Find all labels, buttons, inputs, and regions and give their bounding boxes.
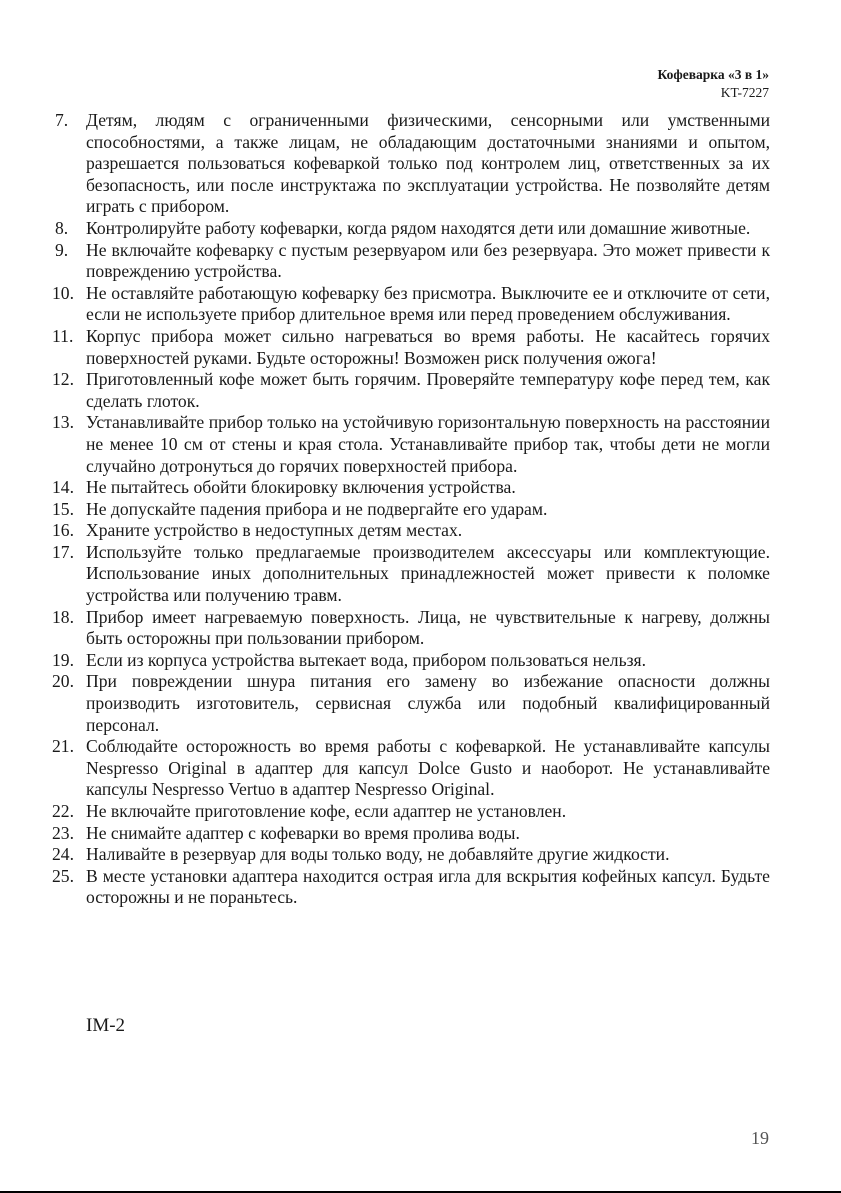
item-number: 25. <box>52 865 74 886</box>
item-text: Используйте только предлагаемые производителем аксессуары или комплектующие. Использование иных дополнительных принадлежностей может привести к поломке устройства или получению травм. <box>86 541 770 606</box>
item-text: Если из корпуса устройства вытекает вода, прибором пользоваться нельзя. <box>86 649 647 670</box>
model-number: KT-7227 <box>720 85 769 100</box>
item-number: 16. <box>52 520 74 541</box>
page-header <box>658 66 770 102</box>
list-item <box>52 110 770 218</box>
item-number: 11. <box>52 325 74 346</box>
item-number: 20. <box>52 671 74 692</box>
product-title: Кофеварка «3 в 1» <box>657 67 769 82</box>
list-item <box>52 823 770 845</box>
item-number: 8. <box>55 217 69 238</box>
list-item <box>52 866 770 909</box>
manual-section-code: IM-2 <box>86 1015 126 1036</box>
list-item <box>52 499 770 521</box>
item-text: Не снимайте адаптер с кофеварки во время пролива воды. <box>86 822 520 843</box>
item-number: 7. <box>55 110 69 130</box>
item-number: 23. <box>52 822 74 843</box>
item-text: Детям, людям с ограниченными физическими, сенсорными или умственными способностями, а также лицам, не обладающим достаточными знаниями и опытом, разрешается пользоваться кофеваркой только под контролем лиц, ответственных за их безопасность, или после инструктажа по эксплуатации устройства. Не позволяйте детям играть с прибором. <box>86 110 770 217</box>
list-item <box>52 607 770 650</box>
item-text: Не оставляйте работающую кофеварку без присмотра. Выключите ее и отключите от сети, если не используете прибор длительное время или перед проведением обслуживания. <box>86 282 770 325</box>
item-number: 18. <box>52 606 74 627</box>
list-item <box>52 283 770 326</box>
safety-instructions-list <box>52 110 770 909</box>
item-text: Корпус прибора может сильно нагреваться во время работы. Не касайтесь горячих поверхностей руками. Будьте осторожны! Возможен риск получения ожога! <box>86 325 770 368</box>
list-item <box>52 412 770 477</box>
list-item <box>52 218 770 240</box>
item-text: Прибор имеет нагреваемую поверхность. Лица, не чувствительные к нагреву, должны быть осторожны при пользовании прибором. <box>86 606 770 649</box>
list-item <box>52 520 770 542</box>
list-item <box>52 844 770 866</box>
item-number: 24. <box>52 844 74 865</box>
item-text: В месте установки адаптера находится острая игла для вскрытия кофейных капсул. Будьте осторожны и не пораньтесь. <box>86 865 770 908</box>
list-item <box>52 671 770 736</box>
item-number: 15. <box>52 498 74 519</box>
list-item <box>52 240 770 283</box>
item-number: 17. <box>52 541 74 562</box>
item-text: Контролируйте работу кофеварки, когда рядом находятся дети или домашние животные. <box>86 217 751 238</box>
list-item <box>52 477 770 499</box>
list-item <box>52 369 770 412</box>
list-item <box>52 801 770 823</box>
page-number: 19 <box>751 1128 769 1148</box>
item-text: Приготовленный кофе может быть горячим. Проверяйте температуру кофе перед тем, как сделать глоток. <box>86 369 770 411</box>
list-item <box>52 326 770 369</box>
list-item <box>52 542 770 607</box>
list-item <box>52 650 770 672</box>
item-number: 13. <box>52 412 74 433</box>
item-text: Соблюдайте осторожность во время работы с кофеваркой. Не устанавливайте капсулы Nespresso Original в адаптер для капсул Dolce Gusto и наоборот. Не устанавливайте капсулы Nespresso Vertuo в адаптер Nespresso Original. <box>86 736 770 800</box>
item-text: Устанавливайте прибор только на устойчивую горизонтальную поверхность на расстоянии не менее 10 см от стены и края стола. Устанавливайте прибор так, чтобы дети не могли случайно дотронуться до горячих поверхностей прибора. <box>86 412 770 476</box>
item-text: Не включайте кофеварку с пустым резервуаром или без резервуара. Это может привести к повреждению устройства. <box>86 239 770 282</box>
item-text: Не допускайте падения прибора и не подвергайте его ударам. <box>86 498 548 519</box>
item-text: Не пытайтесь обойти блокировку включения устройства. <box>86 477 516 498</box>
item-number: 14. <box>52 477 74 498</box>
item-number: 9. <box>55 239 69 260</box>
item-number: 19. <box>52 649 74 670</box>
item-text: Не включайте приготовление кофе, если адаптер не установлен. <box>86 801 567 821</box>
item-number: 21. <box>52 736 74 757</box>
list-item <box>52 736 770 801</box>
item-text: Храните устройство в недоступных детям местах. <box>86 520 463 541</box>
item-text: Наливайте в резервуар для воды только воду, не добавляйте другие жидкости. <box>86 844 670 865</box>
item-number: 10. <box>52 282 74 303</box>
item-text: При повреждении шнура питания его замену во избежание опасности должны производить изготовитель, сервисная служба или подобный квалифицированный персонал. <box>86 671 770 735</box>
item-number: 12. <box>52 369 74 390</box>
item-number: 22. <box>52 801 74 821</box>
